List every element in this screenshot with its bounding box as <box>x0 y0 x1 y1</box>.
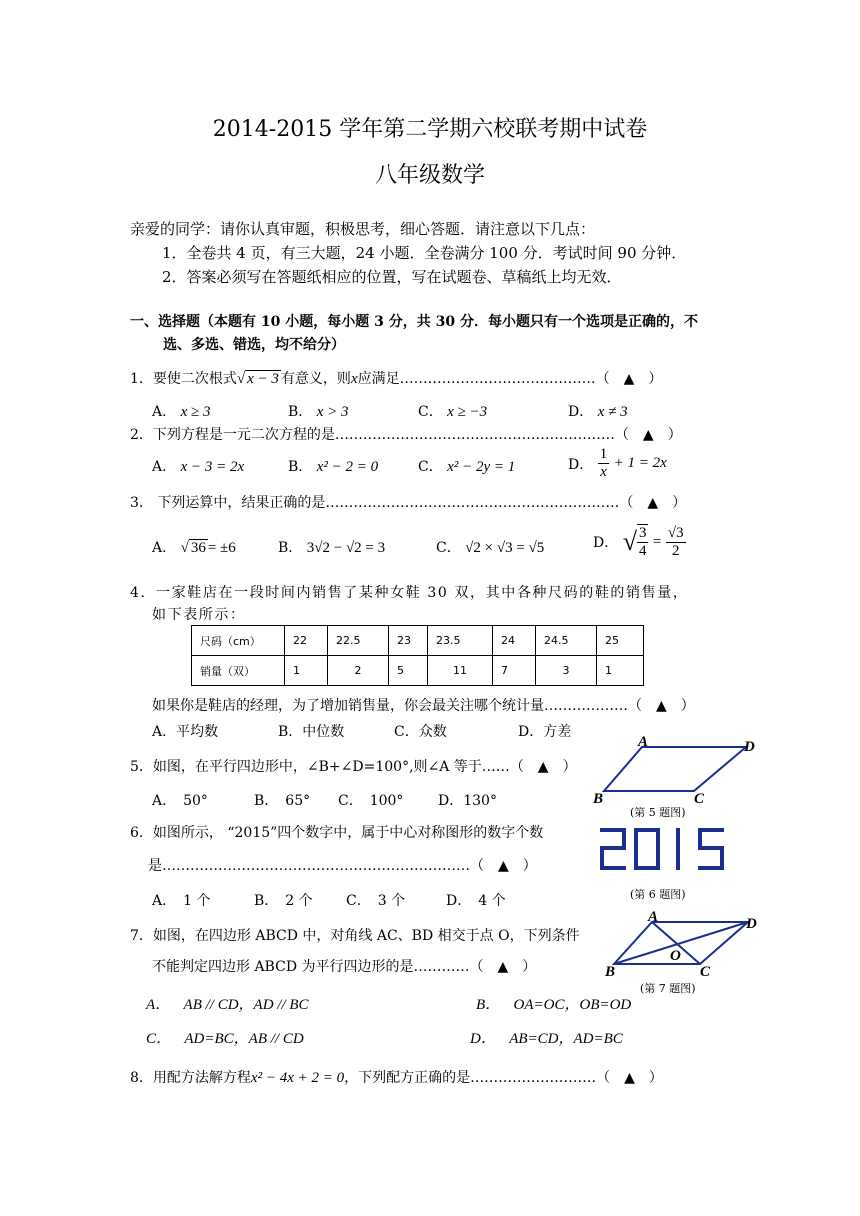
table-cell: 22.5 <box>328 626 389 656</box>
question-6-line2: 是…………………………………………………………（ ▲ ） <box>148 858 537 874</box>
q4-option-c: C．众数 <box>394 724 447 740</box>
table-cell: 3 <box>536 656 597 686</box>
digit-0 <box>636 830 658 868</box>
q3-option-c: C． √2 × √3 = √5 <box>436 540 545 556</box>
q5-option-b: B． 65° <box>254 793 311 809</box>
shoe-sales-table <box>191 625 644 686</box>
vertex-label-b: B <box>593 791 604 807</box>
question-7-line1: 7．如图，在四边形 ABCD 中，对角线 AC、BD 相交于点 O，下列条件 <box>130 928 580 944</box>
table-header-size: 尺码（cm） <box>192 626 285 656</box>
q6-option-b: B． 2 个 <box>254 893 313 909</box>
question-5: 5．如图，在平行四边形中，∠B+∠D=100°,则∠A 等于……（ ▲ ） <box>130 759 577 775</box>
figure-7-caption: (第 7 题图) <box>640 982 696 995</box>
q1-text-post: 有意义，则 <box>280 371 351 387</box>
q1-radicand: x − 3 <box>247 371 279 387</box>
vertex-label-c: C <box>694 791 705 807</box>
question-3: 3． 下列运算中，结果正确的是………………………………………………………（ ▲ ） <box>130 495 687 511</box>
q5-option-d: D．130° <box>438 793 497 809</box>
q2-option-d: D． $\frac{1}{x}$ + 1 = 2x <box>568 446 667 480</box>
q4-option-a: A．平均数 <box>152 724 219 740</box>
exam-subtitle: 八年级数学 <box>374 163 485 188</box>
q1-option-b: B． x > 3 <box>288 404 349 420</box>
q4-option-d: D．方差 <box>518 724 572 740</box>
q3-option-a: A． √ 36 = ±6 <box>152 540 236 556</box>
question-6-line1: 6．如图所示， “2015”四个数字中，属于中心对称图形的数字个数 <box>130 825 544 841</box>
table-cell: 24.5 <box>536 626 597 656</box>
q6-option-d: D． 4 个 <box>446 893 506 909</box>
q6-option-a: A． 1 个 <box>152 893 211 909</box>
vertex-label-b: B <box>605 964 616 980</box>
q2-option-a: A． x − 3 = 2x <box>152 459 245 475</box>
table-cell: 1 <box>285 656 328 686</box>
parallelogram-abcd <box>604 747 746 791</box>
section-heading-line1: 一、选择题（本题有 10 小题，每小题 3 分，共 30 分．每小题只有一个选项是正确的，不 <box>130 314 698 330</box>
question-4-line1: 4．一家鞋店在一段时间内销售了某种女鞋 30 双，其中各种尺码的鞋的销售量， <box>130 585 689 601</box>
intro-note-2: 2．答案必须写在答题纸相应的位置，写在试题卷、草稿纸上均无效． <box>162 268 622 286</box>
figure-6-caption: (第 6 题图) <box>630 888 686 901</box>
vertex-label-c: C <box>700 964 711 980</box>
question-1: 1．要使二次根式√ x − 3 有意义，则x应满足……………………………………（ ▲ ） <box>130 371 663 387</box>
intro-note-1: 1．全卷共 4 页，有三大题，24 小题．全卷满分 100 分．考试时间 90 分钟． <box>162 244 687 262</box>
table-cell: 24 <box>493 626 536 656</box>
quadrilateral-figure-7 <box>600 908 770 978</box>
table-row <box>192 626 644 656</box>
q5-option-c: C． 100° <box>338 793 404 809</box>
vertex-label-a: A <box>648 909 659 925</box>
q6-option-c: C． 3 个 <box>346 893 406 909</box>
exam-title: 2014-2015 学年第二学期六校联考期中试卷 <box>212 117 648 142</box>
point-label-o: O <box>670 948 681 964</box>
question-4-line3: 如果你是鞋店的经理，为了增加销售量，你会最关注哪个统计量………………（ ▲ ） <box>152 698 695 714</box>
table-cell: 5 <box>389 656 428 686</box>
intro-greeting: 亲爱的同学：请你认真审题，积极思考，细心答题．请注意以下几点： <box>130 220 596 238</box>
vertex-label-d: D <box>744 739 755 755</box>
section-heading-line2: 选、多选、错选，均不给分） <box>163 337 345 353</box>
q7-option-d: D． AB=CD，AD=BC <box>470 1031 623 1047</box>
q1-answer-mark: （ ▲ ） <box>595 371 663 387</box>
q1-text-pre: 1．要使二次根式 <box>130 371 237 387</box>
q3-option-b: B． 3√2 − √2 = 3 <box>278 540 386 556</box>
table-cell: 7 <box>493 656 536 686</box>
q1-text-post2: 应满足…………………………………… <box>357 371 596 387</box>
q8-equation: x² − 4x + 2 = 0 <box>250 1070 345 1086</box>
vertex-label-a: A <box>638 734 649 750</box>
digit-2 <box>602 830 624 868</box>
question-7-line2: 不能判定四边形 ABCD 为平行四边形的是…………（ ▲ ） <box>152 959 537 975</box>
q1-option-c: C． x ≥ −3 <box>418 404 488 420</box>
q5-option-a: A． 50° <box>152 793 208 809</box>
table-cell: 25 <box>597 626 644 656</box>
table-header-count: 销量（双） <box>192 656 285 686</box>
q7-option-c: C． AD=BC，AB // CD <box>146 1031 304 1047</box>
table-cell: 2 <box>328 656 389 686</box>
table-cell: 23.5 <box>428 626 493 656</box>
q7-option-a: A． AB // CD，AD // BC <box>146 997 309 1013</box>
figure-6-text: 2015 <box>498 726 501 727</box>
table-cell: 22 <box>285 626 328 656</box>
table-cell: 23 <box>389 626 428 656</box>
question-2: 2．下列方程是一元二次方程的是……………………………………………………（ ▲ ） <box>130 427 682 443</box>
q1-option-a: A． x ≥ 3 <box>152 404 211 420</box>
parallelogram-figure-5 <box>590 733 770 808</box>
figure-5-caption: (第 5 题图) <box>630 806 686 819</box>
q2-option-b: B． x² − 2 = 0 <box>288 459 379 475</box>
table-cell: 1 <box>597 656 644 686</box>
q4-option-b: B．中位数 <box>278 724 345 740</box>
q7-option-b: B． OA=OC，OB=OD <box>476 997 632 1013</box>
table-cell: 11 <box>428 656 493 686</box>
q1-var: x <box>350 371 358 387</box>
q2-option-c: C． x² − 2y = 1 <box>418 459 516 475</box>
digit-5 <box>700 830 722 868</box>
vertex-label-d: D <box>746 916 757 932</box>
question-4-line2: 如下表所示： <box>152 607 246 623</box>
question-8: 8．用配方法解方程x² − 4x + 2 = 0，下列配方正确的是………………………（ ▲ ） <box>130 1070 663 1086</box>
q3-option-d: D． √ $\frac{3}{4}$ = $\frac{√3}{2}$ <box>593 524 684 559</box>
q1-option-d: D． x ≠ 3 <box>568 404 628 420</box>
table-row <box>192 656 644 686</box>
